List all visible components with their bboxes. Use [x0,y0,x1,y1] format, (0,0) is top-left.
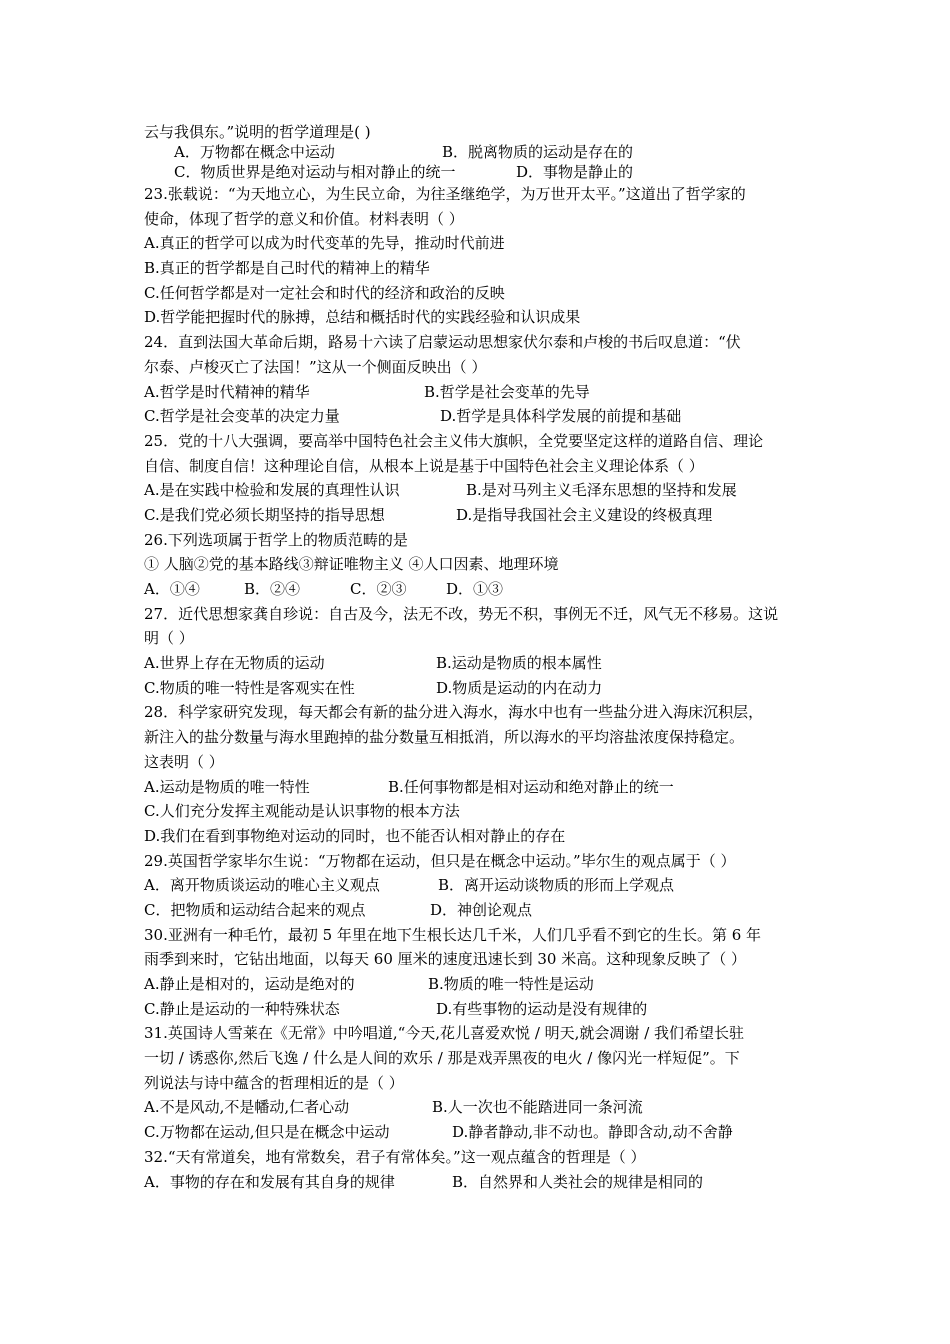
question-32 [144,1145,816,1194]
question-stem: 30.亚洲有一种毛竹，最初 5 年里在地下生根长达几千米，人们几乎看不到它的生长。第 6 年 [144,925,762,944]
option-d: D.哲学是具体科学发展的前提和基础 [440,407,682,426]
question-stem: 使命，体现了哲学的意义和价值。材料表明（ ） [144,209,464,228]
question-stem: 24．直到法国大革命后期，路易十六读了启蒙运动思想家伏尔泰和卢梭的书后叹息道：“伏 [144,333,741,352]
option-a: A．离开物质谈运动的唯心主义观点 [144,876,380,895]
options-row [144,404,816,429]
option-b: B.真正的哲学都是自己时代的精神上的精华 [144,259,430,278]
options-row [144,1170,816,1195]
option-a: A.真正的哲学可以成为时代变革的先导，推动时代前进 [144,234,505,253]
option-b: B.人一次也不能踏进同一条河流 [432,1098,643,1117]
question-stem: 31.英国诗人雪莱在《无常》中吟唱道,“今天,花儿喜爱欢悦 / 明天,就会凋谢 / 我们希望长驻 [144,1024,745,1043]
question-29 [144,849,816,923]
question-23 [144,182,816,330]
option-d: D.哲学能把握时代的脉搏，总结和概括时代的实践经验和认识成果 [144,308,581,327]
option-a: A.不是风动,不是幡动,仁者心动 [144,1098,350,1117]
question-stem: 自信、制度自信！这种理论自信，从根本上说是基于中国特色社会主义理论体系（ ） [144,456,704,475]
option-d: D．①③ [446,580,504,598]
options-row [144,380,816,405]
option-b: B．②④ [244,580,301,598]
question-stem: 32.“天有常道矣，地有常数矣，君子有常体矣。”这一观点蕴含的哲理是（ ） [144,1147,646,1166]
option-b: B.是对马列主义毛泽东思想的坚持和发展 [466,481,737,500]
option-a: A.世界上存在无物质的运动 [144,654,325,673]
question-stem: 尔泰、卢梭灭亡了法国！”这从一个侧面反映出（ ） [144,357,487,376]
option-d: D.我们在看到事物绝对运动的同时，也不能否认相对静止的存在 [144,826,566,845]
options-row [144,775,816,800]
option-b: B．离开运动谈物质的形而上学观点 [438,876,675,895]
question-stem: 明（ ） [144,629,194,648]
options-row [144,873,816,898]
option-c: C.哲学是社会变革的决定力量 [144,407,340,426]
option-d: D.物质是运动的内在动力 [436,678,603,697]
options-row [144,162,816,182]
options-row [144,503,816,528]
option-a: A.哲学是时代精神的精华 [144,382,310,401]
option-a: A.是在实践中检验和发展的真理性认识 [144,481,400,500]
option-c: C．把物质和运动结合起来的观点 [144,900,366,919]
question-stem: 列说法与诗中蕴含的哲理相近的是（ ） [144,1073,404,1092]
option-a: A．事物的存在和发展有其自身的规律 [144,1172,395,1191]
question-stem: 这表明（ ） [144,752,224,771]
question-27 [144,602,816,701]
question-stem: 雨季到来时，它钻出地面，以每天 60 厘米的速度迅速长到 30 米高。这种现象反映了（ ） [144,950,747,969]
options-row [144,1120,816,1145]
question-stem: 27．近代思想家龚自珍说：自古及今，法无不改，势无不积，事例无不迁，风气无不移易。这说 [144,604,779,623]
option-c: C．物质世界是绝对运动与相对静止的统一 [174,163,456,181]
question-stem: 28．科学家研究发现，每天都会有新的盐分进入海水，海水中也有一些盐分进入海床沉积层， [144,703,764,722]
options-row [144,997,816,1022]
options-row [144,972,816,997]
question-24 [144,330,816,429]
option-d: D．神创论观点 [430,900,533,919]
option-c: C.万物都在运动,但只是在概念中运动 [144,1123,390,1142]
option-b: B．自然界和人类社会的规律是相同的 [452,1172,704,1191]
option-b: B.任何事物都是相对运动和绝对静止的统一 [388,777,674,796]
question-22 [144,122,816,182]
question-stem: 新注入的盐分数量与海水里跑掉的盐分数量互相抵消，所以海水的平均溶盐浓度保持稳定。 [144,728,745,747]
options-row [144,1095,816,1120]
question-26 [144,528,816,602]
question-30 [144,923,816,1022]
question-28 [144,700,816,848]
option-b: B.运动是物质的根本属性 [436,654,602,673]
question-stem: 一切 / 诱惑你,然后飞逸 / 什么是人间的欢乐 / 那是戏弄黑夜的电火 / 像闪光一样短促”。下 [144,1049,740,1068]
option-c: C.人们充分发挥主观能动是认识事物的根本方法 [144,802,460,821]
question-stem: 25．党的十八大强调，要高举中国特色社会主义伟大旗帜，全党要坚定这样的道路自信、理论 [144,431,764,450]
option-d: D.静者静动,非不动也。静即含动,动不舍静 [452,1123,733,1142]
question-stem: 云与我俱东。”说明的哲学道理是( ) [144,123,371,141]
options-row [144,577,816,602]
option-d: D．事物是静止的 [516,163,634,181]
options-row [144,898,816,923]
question-stem: 23.张载说：“为天地立心，为生民立命，为往圣继绝学，为万世开太平。”这道出了哲学家的 [144,185,746,203]
option-b: B.哲学是社会变革的先导 [424,382,590,401]
option-c: C.任何哲学都是对一定社会和时代的经济和政治的反映 [144,283,505,302]
options-row [144,142,816,162]
option-a: A．万物都在概念中运动 [174,143,335,161]
option-d: D.有些事物的运动是没有规律的 [436,999,648,1018]
option-a: A．①④ [144,580,200,598]
question-items: ① 人脑②党的基本路线③辩证唯物主义 ④人口因素、地理环境 [144,555,559,574]
question-stem: 29.英国哲学家毕尔生说：“万物都在运动，但只是在概念中运动。”毕尔生的观点属于（ ） [144,851,736,870]
option-c: C.静止是运动的一种特殊状态 [144,999,340,1018]
option-a: A.静止是相对的，运动是绝对的 [144,975,355,993]
option-c: C.是我们党必须长期坚持的指导思想 [144,505,385,524]
options-row [144,651,816,676]
options-row [144,676,816,701]
option-b: B．脱离物质的运动是存在的 [442,143,634,161]
question-31 [144,1021,816,1144]
option-c: C．②③ [350,580,407,598]
exam-page [144,122,816,1194]
option-a: A.运动是物质的唯一特性 [144,777,310,796]
option-c: C.物质的唯一特性是客观实在性 [144,678,355,697]
question-stem: 26.下列选项属于哲学上的物质范畴的是 [144,530,408,549]
option-b: B.物质的唯一特性是运动 [428,975,594,993]
option-d: D.是指导我国社会主义建设的终极真理 [456,505,713,524]
options-row [144,478,816,503]
question-25 [144,429,816,528]
